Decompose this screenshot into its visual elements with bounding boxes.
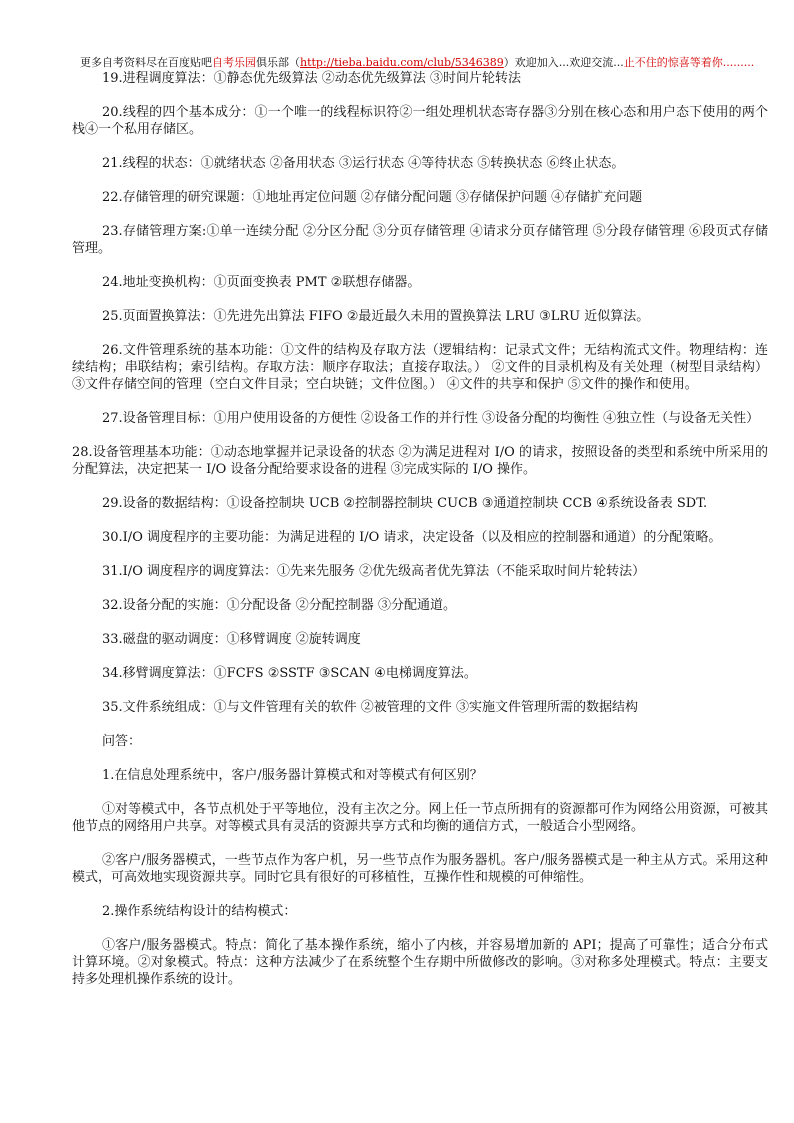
paragraph: 22.存储管理的研究课题：①地址再定位问题 ②存储分配问题 ③存储保护问题 ④存储扩充问题 xyxy=(102,190,643,205)
paragraph: 31.I/O 调度程序的调度算法：①先来先服务 ②优先级高者优先算法（不能采取时间片轮转法） xyxy=(102,564,646,579)
header-club: 俱乐部（ xyxy=(256,56,300,69)
paragraph: ①对等模式中，各节点机处于平等地位，没有主次之分。网上任一节点所拥有的资源都可作为网络公用资源，可被其他节点的网络用户共享。对等模式具有灵活的资源共享方式和均衡的通信方式，一般适合小型网络。 xyxy=(72,802,768,834)
page-header xyxy=(80,56,770,70)
paragraph: 19.进程调度算法：①静态优先级算法 ②动态优先级算法 ③时间片轮转法 xyxy=(102,71,521,86)
paragraph: 1.在信息处理系统中，客户/服务器计算模式和对等模式有何区别？ xyxy=(102,768,483,783)
paragraph: 27.设备管理目标：①用户使用设备的方便性 ②设备工作的并行性 ③设备分配的均衡性 ④独立性（与设备无关性） xyxy=(102,411,760,426)
header-url-link[interactable]: http://tieba.baidu.com/club/5346389 xyxy=(300,56,504,69)
header-prefix: 更多自考资料尽在百度贴吧 xyxy=(80,56,212,69)
paragraph: 26.文件管理系统的基本功能：①文件的结构及存取方法（逻辑结构：记录式文件；无结构流式文件。物理结构：连续结构；串联结构；索引结构。存取方法：顺序存取法；直接存取法。） ②文件的目录机构及有关处理（树型目录结构） ③文件存储空间的管理（空白文件目录；空白块链；文件位图。） ④文件的共享和保护 ⑤文件的操作和使用。 xyxy=(72,343,768,392)
paragraph: ②客户/服务器模式，一些节点作为客户机，另一些节点作为服务器机。客户/服务器模式是一种主从方式。采用这种模式，可高效地实现资源共享。同时它具有很好的可移植性，互操作性和规模的可伸缩性。 xyxy=(72,853,768,885)
paragraph: 问答： xyxy=(102,734,142,749)
paragraph: 25.页面置换算法：①先进先出算法 FIFO ②最近最久未用的置换算法 LRU ③LRU 近似算法。 xyxy=(102,309,650,324)
paragraph: 33.磁盘的驱动调度：①移臂调度 ②旋转调度 xyxy=(102,632,361,647)
header-tagline: 止不住的惊喜等着你......... xyxy=(623,56,755,69)
header-suffix: ）欢迎加入...欢迎交流... xyxy=(503,56,624,69)
paragraph: ①客户/服务器模式。特点：简化了基本操作系统，缩小了内核，并容易增加新的 API；提高了可靠性；适合分布式计算环境。②对象模式。特点：这种方法减少了在系统整个生存期中所做修改的影响。③对称多处理模式。特点：主要支持多处理机操作系统的设计。 xyxy=(72,938,768,987)
paragraph: 21.线程的状态：①就绪状态 ②备用状态 ③运行状态 ④等待状态 ⑤转换状态 ⑥终止状态。 xyxy=(102,156,625,171)
paragraph: 28.设备管理基本功能：①动态地掌握并记录设备的状态 ②为满足进程对 I/O 的请求，按照设备的类型和系统中所采用的分配算法，决定把某一 I/O 设备分配给要求设备的进程 ③完成实际的 I/O 操作。 xyxy=(72,445,768,477)
paragraph: 20.线程的四个基本成分：①一个唯一的线程标识符②一组处理机状态寄存器③分别在核心态和用户态下使用的两个栈④一个私用存储区。 xyxy=(72,105,768,137)
paragraph: 24.地址变换机构：①页面变换表 PMT ②联想存储器。 xyxy=(102,275,421,290)
paragraph: 2.操作系统结构设计的结构模式： xyxy=(102,904,297,919)
paragraph: 30.I/O 调度程序的主要功能：为满足进程的 I/O 请求，决定设备（以及相应的控制器和通道）的分配策略。 xyxy=(102,530,722,545)
document-body xyxy=(72,70,768,1005)
paragraph: 32.设备分配的实施：①分配设备 ②分配控制器 ③分配通道。 xyxy=(102,598,456,613)
paragraph: 29.设备的数据结构：①设备控制块 UCB ②控制器控制块 CUCB ③通道控制块 CCB ④系统设备表 SDT. xyxy=(102,496,708,511)
paragraph: 35.文件系统组成：①与文件管理有关的软件 ②被管理的文件 ③实施文件管理所需的数据结构 xyxy=(102,700,638,715)
paragraph: 23.存储管理方案:①单一连续分配 ②分区分配 ③分页存储管理 ④请求分页存储管理 ⑤分段存储管理 ⑥段页式存储管理。 xyxy=(72,224,768,256)
paragraph: 34.移臂调度算法：①FCFS ②SSTF ③SCAN ④电梯调度算法。 xyxy=(102,666,477,681)
header-brand: 自考乐园 xyxy=(212,56,256,69)
